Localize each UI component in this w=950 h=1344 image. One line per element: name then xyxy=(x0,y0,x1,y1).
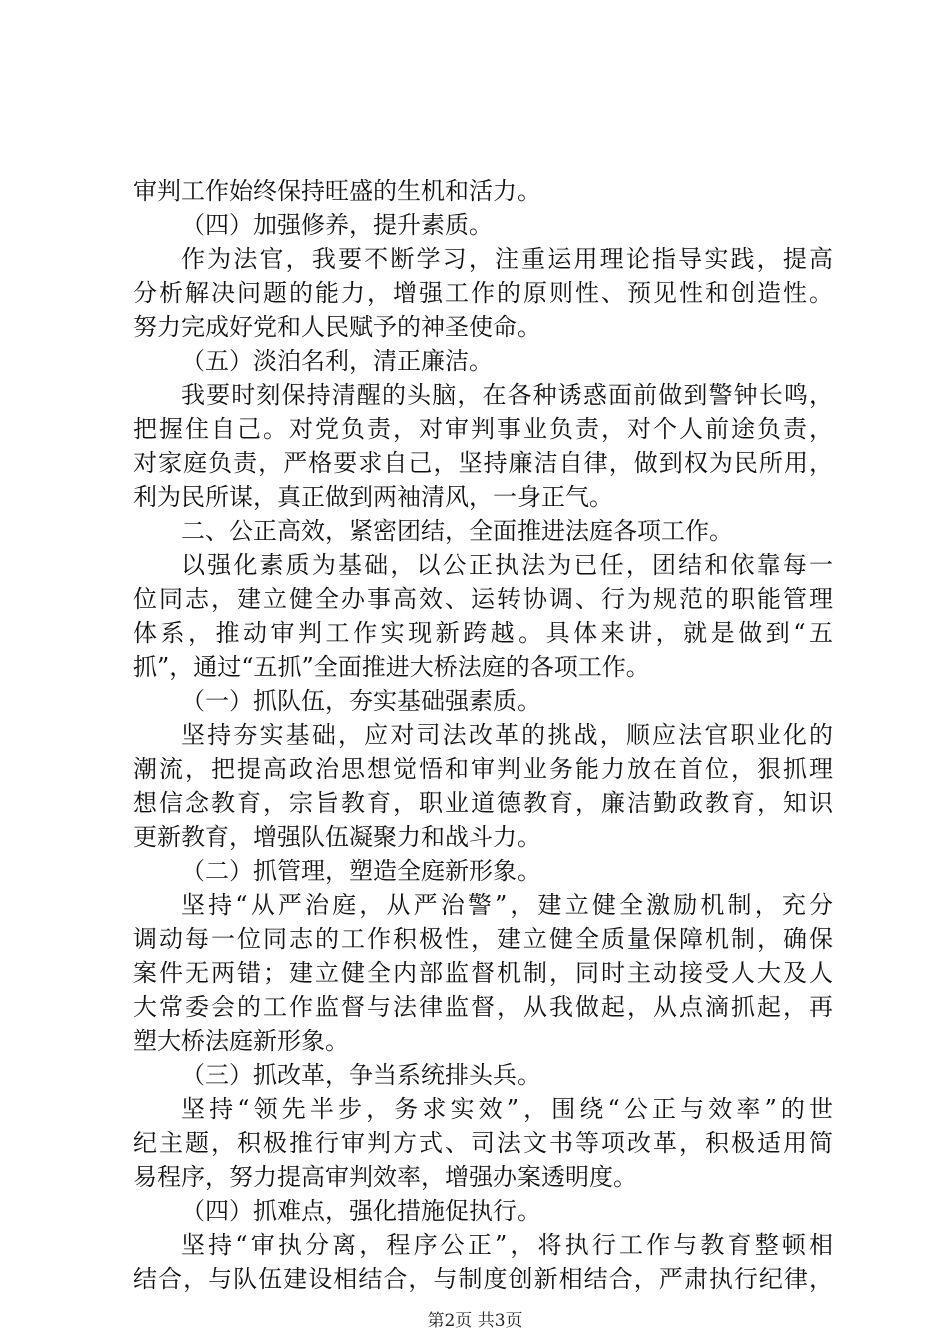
body-line: 潮流，把提高政治思想觉悟和审判业务能力放在首位，狠抓理 xyxy=(133,755,833,783)
body-line: 纪主题，积极推行审判方式、司法文书等项改革，积极适用简 xyxy=(133,1129,833,1157)
body-line: 案件无两错；建立健全内部监督机制，同时主动接受人大及人 xyxy=(133,959,833,987)
body-line: 坚持“审执分离，程序公正”，将执行工作与教育整顿相 xyxy=(181,1231,833,1259)
body-line: 坚持夯实基础，应对司法改革的挑战，顺应法官职业化的 xyxy=(181,721,833,749)
body-line: 对家庭负责，严格要求自己，坚持廉洁自律，做到权为民所用， xyxy=(133,449,833,477)
body-line: 利为民所谋，真正做到两袖清风，一身正气。 xyxy=(133,483,613,511)
section-heading: （二）抓管理，塑造全庭新形象。 xyxy=(181,857,541,885)
section-heading: （四）抓难点，强化措施促执行。 xyxy=(181,1197,541,1225)
body-line: 结合，与队伍建设相结合，与制度创新相结合，严肃执行纪律， xyxy=(133,1265,833,1293)
body-line: 位同志，建立健全办事高效、运转协调、行为规范的职能管理 xyxy=(133,585,833,613)
body-line: 坚持“从严治庭，从严治警”，建立健全激励机制，充分 xyxy=(181,891,833,919)
body-line: 坚持“领先半步，务求实效”，围绕“公正与效率”的世 xyxy=(181,1095,833,1123)
page-footer: 第2页 共3页 xyxy=(427,1311,523,1331)
body-line: 作为法官，我要不断学习，注重运用理论指导实践，提高 xyxy=(181,245,833,273)
body-line: 分析解决问题的能力，增强工作的原则性、预见性和创造性。 xyxy=(133,279,833,307)
body-line: 我要时刻保持清醒的头脑，在各种诱惑面前做到警钟长鸣， xyxy=(181,381,833,409)
section-heading: （四）加强修养，提升素质。 xyxy=(181,211,493,239)
section-heading: （一）抓队伍，夯实基础强素质。 xyxy=(181,687,541,715)
body-line: 更新教育，增强队伍凝聚力和战斗力。 xyxy=(133,823,541,851)
body-line: 想信念教育，宗旨教育，职业道德教育，廉洁勤政教育，知识 xyxy=(133,789,833,817)
body-line: 调动每一位同志的工作积极性，建立健全质量保障机制，确保 xyxy=(133,925,833,953)
body-line: 易程序，努力提高审判效率，增强办案透明度。 xyxy=(133,1163,637,1191)
body-line: 塑大桥法庭新形象。 xyxy=(133,1027,349,1055)
body-line: 审判工作始终保持旺盛的生机和活力。 xyxy=(133,177,541,205)
section-heading: 二、公正高效，紧密团结，全面推进法庭各项工作。 xyxy=(181,517,733,545)
body-line: 以强化素质为基础，以公正执法为已任，团结和依靠每一 xyxy=(181,551,833,579)
section-heading: （三）抓改革，争当系统排头兵。 xyxy=(181,1061,541,1089)
body-line: 把握住自己。对党负责，对审判事业负责，对个人前途负责， xyxy=(133,415,833,443)
body-line: 大常委会的工作监督与法律监督，从我做起，从点滴抓起，再 xyxy=(133,993,833,1021)
body-line: 抓”，通过“五抓”全面推进大桥法庭的各项工作。 xyxy=(133,653,650,681)
section-heading: （五）淡泊名利，清正廉洁。 xyxy=(181,347,493,375)
body-line: 努力完成好党和人民赋予的神圣使命。 xyxy=(133,313,541,341)
body-line: 体系，推动审判工作实现新跨越。具体来讲，就是做到“五 xyxy=(133,619,833,647)
